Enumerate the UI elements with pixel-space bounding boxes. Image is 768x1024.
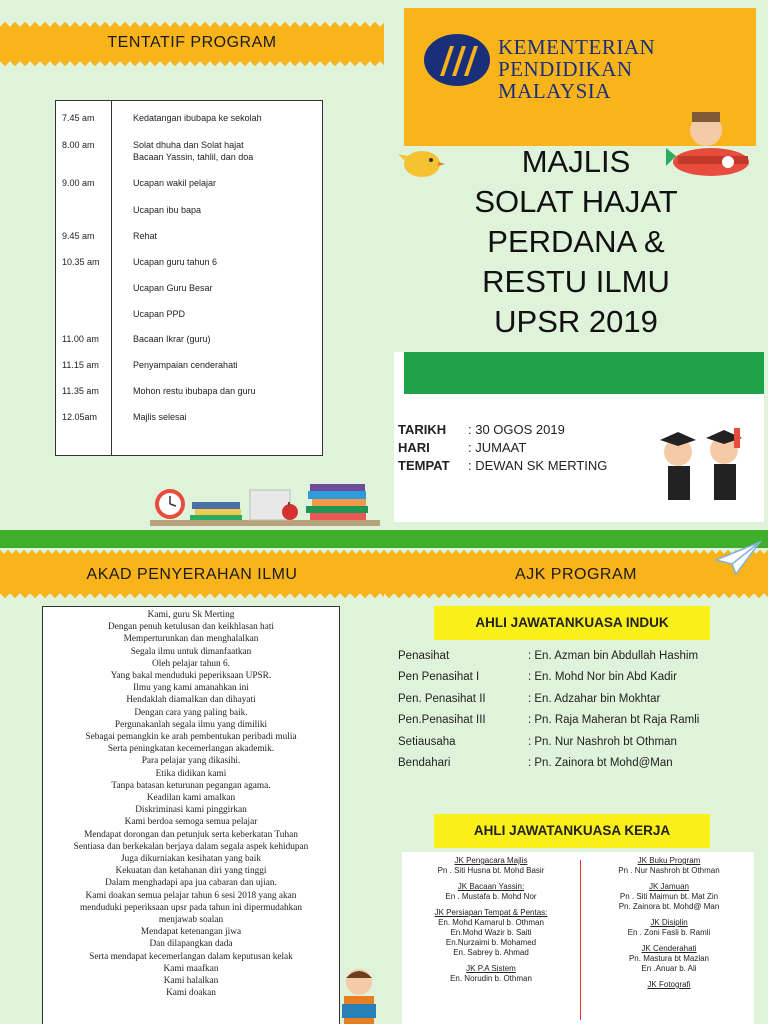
tentatif-title: TENTATIF PROGRAM [107, 34, 277, 51]
akad-line: Mendapat ketenangan jiwa [140, 927, 242, 938]
akad-line: Mendapat dorongan dan petunjuk serta keberkatan Tuhan [84, 829, 298, 840]
induk-role: Pen.Penasihat III [398, 714, 486, 727]
program-time: 12.05am [62, 412, 98, 422]
akad-line: Serta mendapat kecemerlangan dalam keputusan kelak [89, 951, 293, 962]
akad-line: menduduki peperiksaan upsr pada tahun ini dipermudahkan [79, 902, 303, 913]
program-time: 9.45 am [62, 231, 95, 241]
akad-line: Pergunakanlah segala ilmu yang dimiliki [114, 719, 268, 730]
kerja-member: En . Zoni Fasli b. Ramli [627, 928, 711, 937]
ajk-banner [384, 554, 768, 598]
akad-line: Sentiasa dan berkekalan berjaya dalam segala aspek kehidupan [73, 841, 309, 852]
induk-role: Bendahari [398, 757, 451, 769]
program-activity: Bacaan Ikrar (guru) [133, 334, 211, 344]
program-table [55, 100, 323, 456]
akad-line: Tanpa batasan keturunan pegangan agama. [111, 780, 271, 791]
akad-line: Kami doakan semua pelajar tahun 6 sesi 2018 yang akan [85, 890, 297, 901]
kerja-member: En .Anuar b. Ali [641, 964, 697, 973]
kerja-member: Pn. Mastura bt Mazlan [628, 954, 710, 963]
kerja-member: Pn. Zainora bt. Mohd@ Man [618, 902, 720, 911]
kerja-title: AHLI JAWATANKUASA KERJA [434, 814, 710, 848]
akad-text-box [42, 606, 340, 1024]
tentatif-panel [0, 0, 384, 530]
kerja-box [402, 852, 754, 1024]
kerja-committee-heading: JK Buku Program [637, 856, 701, 865]
program-activity: Ucapan Guru Besar [133, 283, 213, 293]
ajk-panel [384, 534, 768, 1024]
akad-line: Hendaklah diamalkan dan dihayati [126, 695, 256, 706]
kerja-left-column [406, 856, 576, 984]
kerja-committee-heading: JK Jamuan [648, 882, 690, 891]
kerja-committee-heading: JK Cenderahati [641, 944, 697, 953]
kerja-member: En. Sabrey b. Ahmad [453, 948, 529, 957]
akad-panel [0, 534, 384, 1024]
kerja-committee-heading: JK Bacaan Yassin: [457, 882, 525, 891]
induk-role: Penasihat [398, 650, 450, 662]
akad-line: Kekuatan dan ketahanan diri yang tinggi [115, 866, 267, 877]
induk-role: Setiausaha [398, 735, 456, 748]
akad-title: AKAD PENYERAHAN ILMU [86, 566, 298, 583]
akad-line: Kami halalkan [163, 976, 219, 987]
program-time: 8.00 am [62, 140, 95, 150]
akad-line: Memperturunkan dan menghalalkan [123, 634, 259, 645]
program-activity: Ucapan PPD [133, 309, 186, 319]
akad-banner [0, 554, 384, 598]
akad-line: Kami doakan [166, 988, 216, 999]
akad-line: Oleh pelajar tahun 6. [152, 658, 230, 669]
akad-text [43, 609, 339, 1000]
akad-line: Ilmu yang kami amanahkan ini [133, 683, 249, 694]
akad-line: Kami, guru Sk Merting [147, 610, 235, 620]
ajk-title: AJK PROGRAM [515, 566, 637, 583]
induk-name: : En. Azman bin Abdullah Hashim [528, 650, 699, 662]
green-strip [404, 352, 764, 394]
kerja-member: Pn . Siti Husna bt. Mohd Basir [437, 866, 545, 875]
induk-name: : En. Mohd Nor bin Abd Kadir [528, 671, 677, 684]
program-activity: Ucapan ibu bapa [133, 205, 202, 215]
kerja-right-column [584, 856, 754, 990]
induk-role: Pen. Penasihat II [398, 692, 486, 705]
akad-line: Dalam menghadapi apa jua cabaran dan ujian. [105, 878, 277, 889]
akad-line: Segala ilmu untuk dimanfaatkan [130, 646, 252, 657]
akad-line: Sebagai pemangkin ke arah pembentukan peribadi mulia [85, 732, 297, 743]
akad-line: Kami berdoa semoga semua pelajar [124, 817, 258, 828]
akad-line: Keadilan kami amalkan [146, 793, 236, 804]
kerja-member: En . Mustafa b. Mohd Nor [445, 892, 537, 901]
kerja-committee-heading: JK Fotografi [647, 980, 691, 989]
akad-line: Kami maafkan [163, 963, 219, 974]
kerja-committee-heading: JK Persiapan Tempat & Pentas: [434, 908, 548, 917]
akad-line: menjawab soalan [158, 915, 224, 926]
kerja-member: En. Mohd Kamarul b. Othman [438, 918, 544, 927]
akad-line: Dan dilapangkan dada [149, 939, 233, 950]
kerja-committee-heading: JK Disiplin [650, 918, 688, 927]
kerja-member: En. Norudin b. Othman [450, 974, 532, 983]
akad-line: Etika didikan kami [155, 768, 227, 779]
program-activity: Mohon restu ibubapa dan guru [133, 386, 256, 396]
kerja-committee-heading: JK P.A Sistem [466, 964, 516, 973]
title-panel: KEMENTERIAN PENDIDIKAN MALAYSIA MAJLIS SOLAT HAJAT PERDANA & RESTU ILMU UPSR 2019 TARIKH : 30 OGOS 2019 HARI : JUMAAT TEMPAT : DEWAN SK MERTING [384, 0, 768, 530]
kerja-member: Pn . Nur Nashroh bt Othman [618, 866, 720, 875]
induk-name: : Pn. Raja Maheran bt Raja Ramli [528, 714, 700, 727]
kerja-member: En.Nurzaimi b. Mohamed [445, 938, 537, 947]
akad-line: Yang bakal menduduki peperiksaan UPSR. [110, 671, 272, 682]
induk-role: Pen Penasihat I [398, 671, 480, 684]
kerja-member: Pn . Siti Maimun bt. Mat Zin [619, 892, 719, 901]
akad-line: Dengan cara yang paling baik. [134, 707, 248, 718]
program-activity: Penyampaian cenderahati [133, 360, 238, 370]
kpm-logo-text: KEMENTERIAN PENDIDIKAN MALAYSIA [498, 35, 656, 103]
program-activity: Kedatangan ibubapa ke sekolah [133, 113, 262, 123]
akad-line: Serta peningkatan kecemerlangan akademik. [107, 744, 275, 755]
program-time: 11.35 am [62, 386, 99, 396]
program-activity: Majlis selesai [133, 412, 187, 422]
akad-line: Para pelajar yang dikasihi. [141, 756, 241, 767]
program-time: 9.00 am [62, 178, 95, 188]
graduates-icon [646, 422, 756, 512]
desk-illustration-icon [140, 470, 384, 530]
program-activity: Ucapan guru tahun 6 [133, 257, 218, 267]
program-time: 10.35 am [62, 257, 100, 267]
induk-name: : Pn. Nur Nashroh bt Othman [528, 735, 677, 748]
program-activity: Rehat [133, 231, 158, 241]
program-time: 11.00 am [62, 334, 99, 344]
program-time: 11.15 am [62, 360, 99, 370]
kerja-committee-heading: JK Pengacara Majlis [454, 856, 528, 865]
kpm-logo-icon [422, 32, 492, 88]
akad-line: Dengan penuh ketulusan dan keikhlasan hati [107, 622, 274, 633]
program-activity: Ucapan wakil pelajar [133, 178, 217, 188]
kerja-member: En.Mohd Wazir b. Saiti [450, 928, 532, 937]
event-title: MAJLIS SOLAT HAJAT PERDANA & RESTU ILMU UPSR 2019 [474, 144, 678, 339]
program-time: 7.45 am [62, 113, 95, 123]
induk-name: : Pn. Zainora bt Mohd@Man [528, 757, 673, 769]
boy-reading-icon [336, 966, 382, 1024]
induk-name: : En. Adzahar bin Mokhtar [528, 692, 661, 705]
akad-line: Juga dikurniakan kesihatan yang baik [121, 854, 261, 865]
program-activity: Solat dhuha dan Solat hajat Bacaan Yassin, tahlil, dan doa [133, 140, 254, 162]
akad-line: Diskriminasi kami pinggirkan [135, 805, 247, 816]
tentatif-banner [0, 22, 384, 66]
paper-plane-icon [714, 538, 762, 578]
induk-title: AHLI JAWATANKUASA INDUK [434, 606, 710, 640]
